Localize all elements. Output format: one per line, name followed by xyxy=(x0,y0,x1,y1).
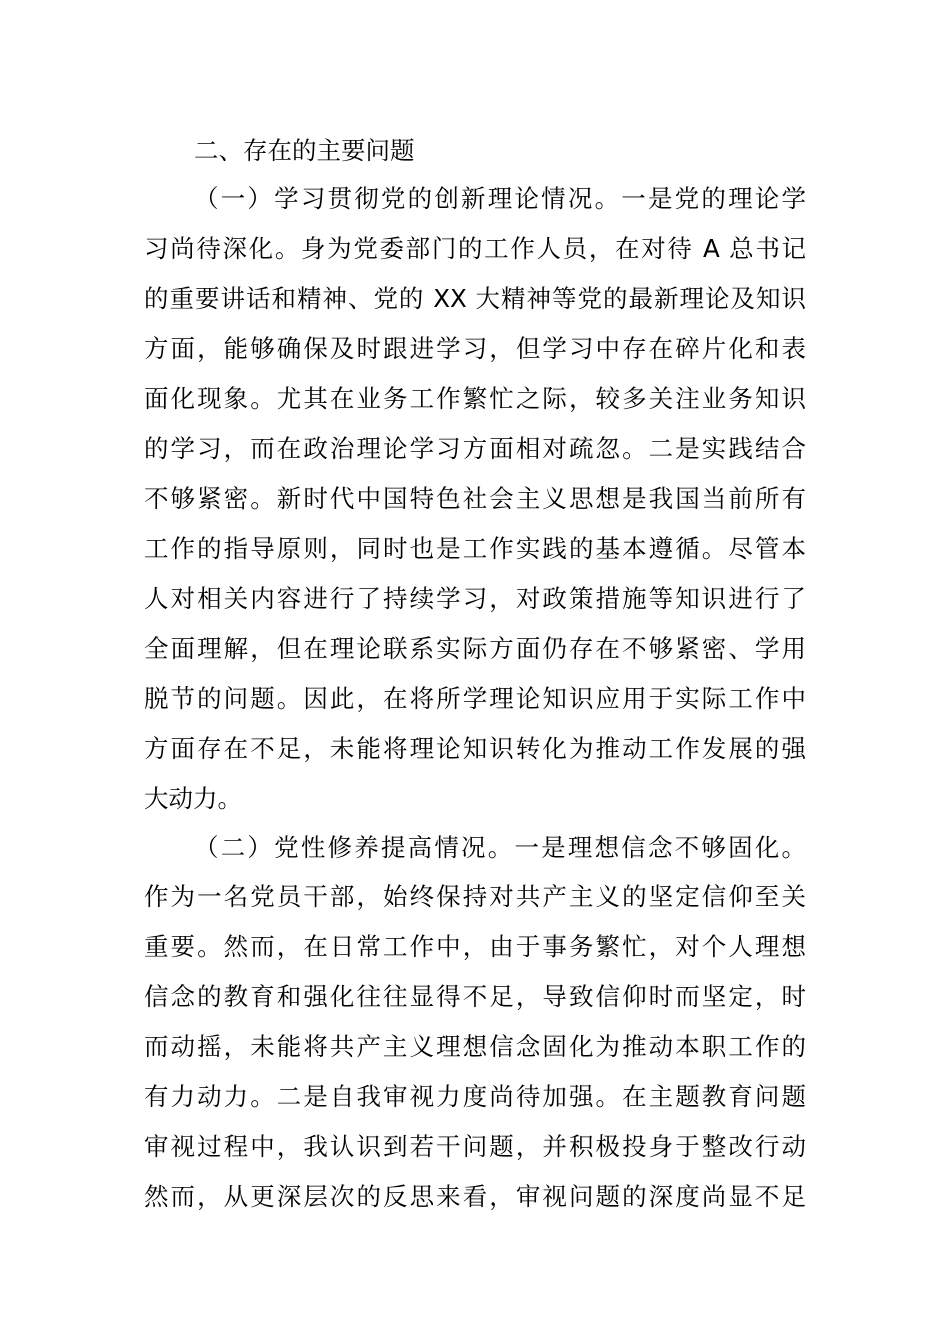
paragraph-2-line-1: （二）党性修养提高情况。一是理想信念不够固化。 xyxy=(194,833,806,862)
paragraph-2-line-2: 作为一名党员干部，始终保持对共产主义的坚定信仰至关 xyxy=(144,882,806,911)
paragraph-1-line-7: 不够紧密。新时代中国特色社会主义思想是我国当前所有 xyxy=(144,484,806,513)
paragraph-1-line-1: （一）学习贯彻党的创新理论情况。一是党的理论学 xyxy=(194,184,806,213)
paragraph-2-line-8: 然而，从更深层次的反思来看，审视问题的深度尚显不足 xyxy=(144,1182,806,1211)
paragraph-1-line-10: 全面理解，但在理论联系实际方面仍存在不够紧密、学用 xyxy=(144,634,806,663)
paragraph-2-line-4: 信念的教育和强化往往显得不足，导致信仰时而坚定，时 xyxy=(144,982,806,1011)
paragraph-1-line-8: 工作的指导原则，同时也是工作实践的基本遵循。尽管本 xyxy=(144,534,806,563)
paragraph-1-line-4: 方面，能够确保及时跟进学习，但学习中存在碎片化和表 xyxy=(144,334,806,363)
section-heading: 二、存在的主要问题 xyxy=(194,136,415,165)
paragraph-1-line-6: 的学习，而在政治理论学习方面相对疏忽。二是实践结合 xyxy=(144,434,806,463)
paragraph-1-line-2: 习尚待深化。身为党委部门的工作人员，在对待 A 总书记 xyxy=(144,234,806,263)
paragraph-1-line-11: 脱节的问题。因此，在将所学理论知识应用于实际工作中 xyxy=(144,684,806,713)
paragraph-1-line-13: 大动力。 xyxy=(144,784,242,813)
paragraph-2-line-5: 而动摇，未能将共产主义理想信念固化为推动本职工作的 xyxy=(144,1032,806,1061)
paragraph-2-line-7: 审视过程中，我认识到若干问题，并积极投身于整改行动 xyxy=(144,1132,806,1161)
paragraph-1-line-9: 人对相关内容进行了持续学习，对政策措施等知识进行了 xyxy=(144,584,806,613)
paragraph-1-line-12: 方面存在不足，未能将理论知识转化为推动工作发展的强 xyxy=(144,734,806,763)
paragraph-2-line-3: 重要。然而，在日常工作中，由于事务繁忙，对个人理想 xyxy=(144,932,806,961)
paragraph-2-line-6: 有力动力。二是自我审视力度尚待加强。在主题教育问题 xyxy=(144,1082,806,1111)
paragraph-1-line-5: 面化现象。尤其在业务工作繁忙之际，较多关注业务知识 xyxy=(144,384,806,413)
paragraph-1-line-3: 的重要讲话和精神、党的 XX 大精神等党的最新理论及知识 xyxy=(144,284,806,313)
